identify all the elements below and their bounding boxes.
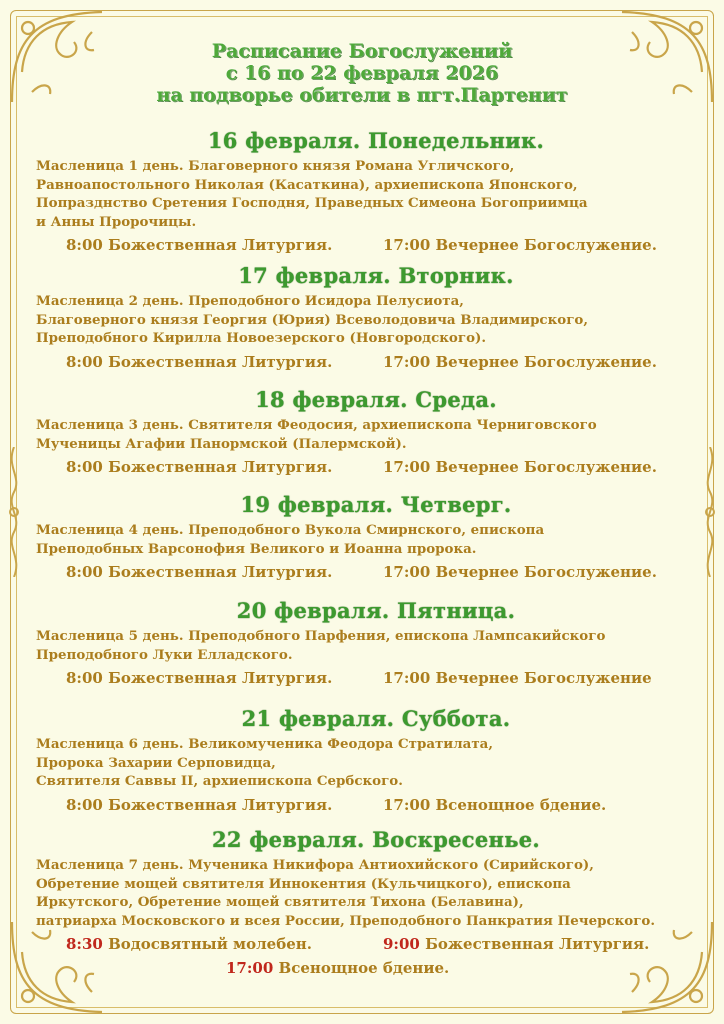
day-block [36,827,696,979]
description-line: Масленица 3 день. Святителя Феодосия, архиепископа Черниговского [36,417,597,433]
evening-service: 17:00 Вечернее Богослужение [383,669,652,688]
header-location: на подворье обители в пгт.Партенит [156,84,568,106]
morning-service: 8:00 Божественная Литургия. [66,236,333,255]
side-ornament-icon [700,447,720,577]
description-line: Преподобного Луки Елладского. [36,646,293,663]
water-blessing-service [66,933,312,955]
day-title: 20 февраля. Пятница. [236,598,516,623]
vigil-service [226,957,449,979]
day-block [36,706,696,816]
schedule-header [0,40,724,106]
description-line: Преподобных Варсонофия Великого и Иоанна пророка. [36,540,477,557]
service-name: Водосвятный молебен. [102,935,312,954]
morning-service: 8:00 Божественная Литургия. [66,352,333,371]
service-times [36,933,696,979]
day-description [36,416,696,453]
service-hour: 9:00 [383,935,420,954]
description-line: патриарха Московского и всея России, Преподобного Панкратия Печерского. [36,912,656,929]
service-name: Божественная Литургия. [419,935,650,954]
day-description [36,292,696,348]
description-line: Святителя Саввы II, архиепископа Сербского. [36,773,403,790]
day-title: 18 февраля. Среда. [255,387,497,412]
day-block [36,598,696,689]
day-title: 19 февраля. Четверг. [240,492,512,517]
day-title: 16 февраля. Понедельник. [207,128,545,153]
service-times [36,561,696,583]
description-line: Масленица 4 день. Преподобного Вукола Смирнского, епископа [36,522,545,538]
day-block [36,492,696,583]
description-line: Попразднство Сретения Господня, Праведных Симеона Богоприимца [36,195,588,212]
day-title: 17 февраля. Вторник. [238,263,514,288]
service-times [36,234,696,256]
day-title: 21 февраля. Суббота. [241,706,511,731]
service-times [36,456,696,478]
morning-service: 8:00 Божественная Литургия. [66,669,333,688]
description-line: Масленица 6 день. Великомученика Феодора Стратилата, [36,736,493,752]
service-times [36,794,696,816]
service-hour: 17:00 [226,959,274,978]
day-block [36,387,696,478]
liturgy-service [383,933,649,955]
description-line: Обретение мощей святителя Иннокентия (Кульчицкого), епископа [36,875,571,892]
service-times [36,351,696,373]
day-description [36,157,696,231]
day-description [36,856,696,930]
evening-service: 17:00 Вечернее Богослужение. [383,458,657,477]
evening-service: 17:00 Всенощное бдение. [383,795,607,814]
day-description [36,521,696,558]
evening-service: 17:00 Вечернее Богослужение. [383,236,657,255]
description-line: Масленица 2 день. Преподобного Исидора Пелусиота, [36,293,464,309]
day-block [36,128,696,256]
side-ornament-icon [4,447,24,577]
morning-service: 8:00 Божественная Литургия. [66,563,333,582]
description-line: и Анны Пророчицы. [36,213,197,230]
description-line: Иркутского, Обретение мощей святителя Тихона (Белавина), [36,894,524,911]
day-description [36,627,696,664]
day-block [36,263,696,373]
description-line: Благоверного князя Георгия (Юрия) Всеволодовича Владимирского, [36,311,588,328]
description-line: Равноапостольного Николая (Касаткина), архиепископа Японского, [36,176,578,193]
service-times [36,667,696,689]
day-description [36,735,696,791]
description-line: Масленица 5 день. Преподобного Парфения, епископа Лампсакийского [36,628,606,644]
service-hour: 8:30 [66,935,103,954]
evening-service: 17:00 Вечернее Богослужение. [383,352,657,371]
description-line: Преподобного Кирилла Новоезерского (Новгородского). [36,330,486,347]
evening-service: 17:00 Вечернее Богослужение. [383,563,657,582]
morning-service: 8:00 Божественная Литургия. [66,458,333,477]
day-title: 22 февраля. Воскресенье. [211,827,541,852]
morning-service: 8:00 Божественная Литургия. [66,795,333,814]
header-dates: с 16 по 22 февраля 2026 [225,62,499,84]
description-line: Масленица 1 день. Благоверного князя Романа Угличского, [36,158,515,174]
service-name: Всенощное бдение. [273,959,450,978]
description-line: Пророка Захарии Серповидца, [36,754,276,771]
description-line: Мученицы Агафии Панормской (Палермской). [36,435,407,452]
description-line: Масленица 7 день. Мученика Никифора Антиохийского (Сирийского), [36,857,594,873]
header-title: Расписание Богослужений [211,40,513,62]
